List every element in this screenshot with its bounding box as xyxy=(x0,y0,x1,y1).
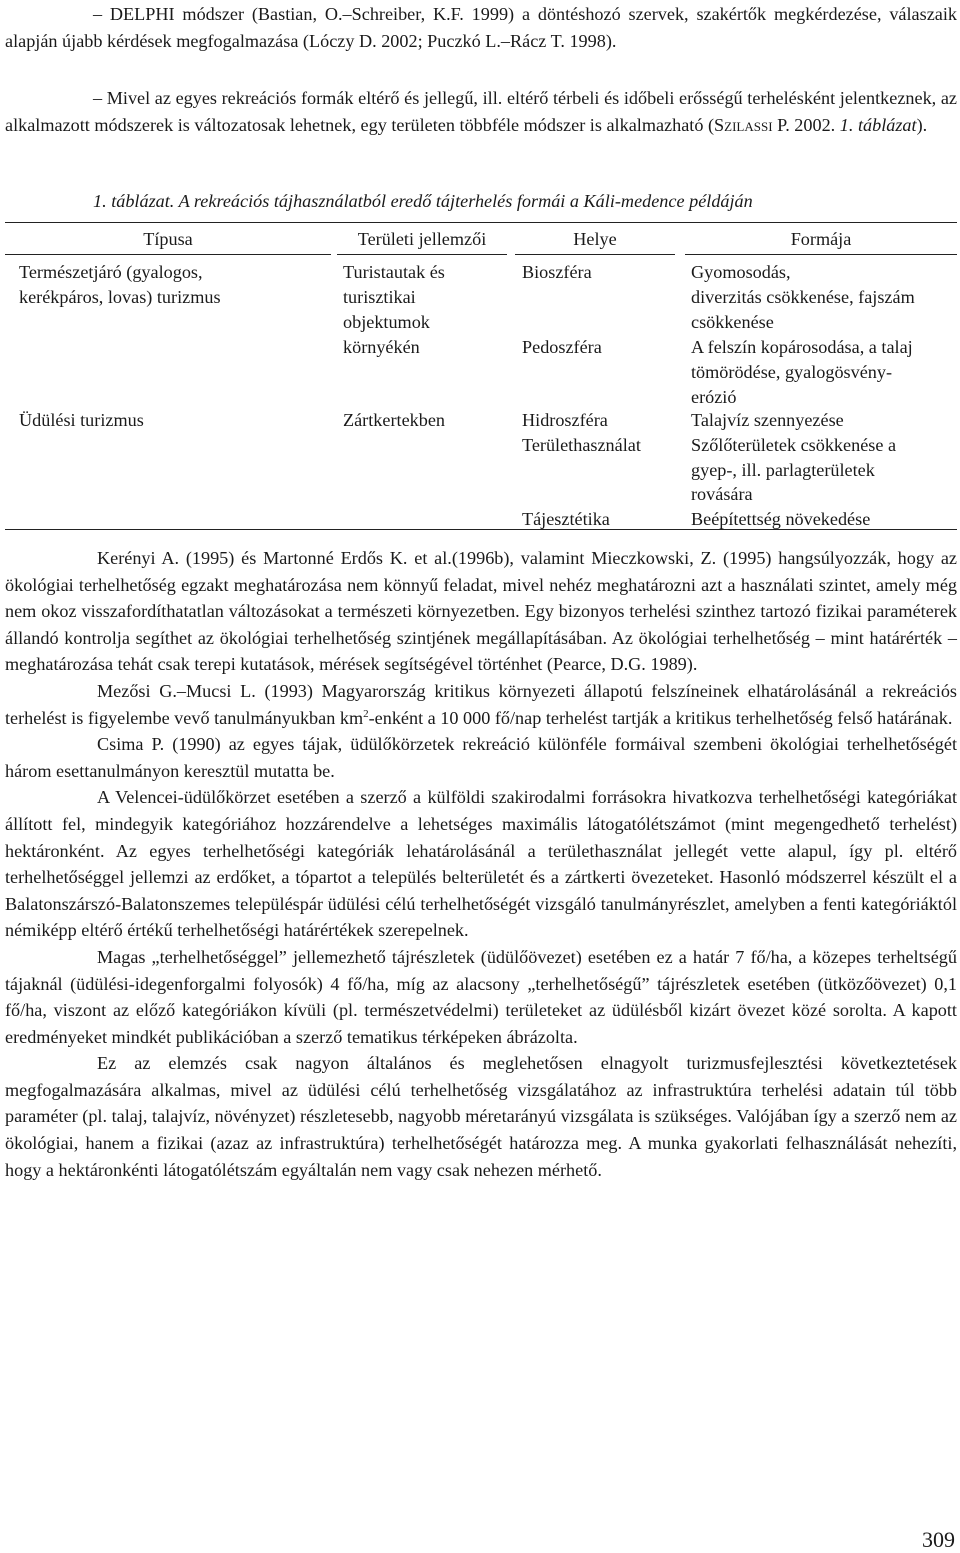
paragraph-magas: Magas „terhelhetőséggel” jellemezhető tájrészletek (üdülőövezet) esetében ez a határ 7 fő/ha, a közepes terheltségű tájaknál (üdülési-idegenforgalmi folyosók) 4 fő/ha, míg az alacsony „terhelhetőségű” tájrészletek esetében (ütközőövezet) 0,1 fő/ha, viszont az előző kategóriákon kívüli (pl. természetvédelmi) területeket az üdülésből kizárt övezet közé sorolta. A kapott eredményeket mindkét publikációban a szerző tematikus térképeken ábrázolta. xyxy=(5,946,957,1047)
cell-r2-place-1: Hidroszféra xyxy=(522,410,608,430)
item2-text-c: ). xyxy=(916,114,928,135)
cell-r2-area: Zártkertekben xyxy=(343,410,445,430)
cell-r2-form-line5: Beépítettség növekedése xyxy=(691,509,871,529)
recreation-load-table xyxy=(5,222,957,530)
cell-r1-form-line3: csökkenése xyxy=(691,312,774,332)
cell-r2-place-3: Tájesztétika xyxy=(522,509,610,529)
header-area: Területi jellemzői xyxy=(357,229,487,249)
method-variety-item xyxy=(5,85,957,138)
header-divider-4 xyxy=(685,254,957,255)
paragraph-mezosi-text-a: Mezősi G.–Mucsi L. (1993) Magyarország kritikus környezeti állapotú felszíneinek elhatárolásánál a rekreációs terhelést is figyelembe vevő tanulmányukban km xyxy=(5,680,957,728)
superscript-2: 2 xyxy=(363,707,369,720)
header-form: Formája xyxy=(790,229,852,249)
paragraph-mezosi-text-b: -enként a 10 000 fő/nap terhelést tartják a kritikus terhelhetőség felső határának. xyxy=(368,707,953,728)
cell-r2-form-line4: rovására xyxy=(691,484,753,504)
cell-r1-area-line1: Turistautak és xyxy=(343,262,445,282)
cell-r1-area-line4: környékén xyxy=(343,337,420,357)
paragraph-mezosi xyxy=(5,678,957,731)
cell-r2-place-2: Területhasználat xyxy=(522,435,641,455)
header-place: Helye xyxy=(573,229,617,249)
item2-table-ref: 1. táblázat xyxy=(839,114,917,135)
header-divider-3 xyxy=(515,254,675,255)
cell-r2-form-line2: Szőlőterületek csökkenése a xyxy=(691,435,897,455)
table-header-row xyxy=(5,223,957,254)
cell-r1-type-line1: Természetjáró (gyalogos, xyxy=(19,262,203,282)
cell-r1-area-line3: objektumok xyxy=(343,312,430,332)
cell-r1-form-line6: erózió xyxy=(691,387,737,407)
cell-r2-form-line1: Talajvíz szennyezése xyxy=(691,410,844,430)
cell-r1-form-line5: tömörödése, gyalogösvény- xyxy=(691,362,893,382)
item2-author: Szilassi xyxy=(714,114,773,135)
header-divider-2 xyxy=(337,254,507,255)
header-type: Típusa xyxy=(143,229,193,249)
item2-text-b: P. 2002. xyxy=(772,114,840,135)
paragraph-kerenyi: Kerényi A. (1995) és Martonné Erdős K. et al.(1996b), valamint Mieczkowski, Z. (1995) hangsúlyozzák, hogy az ökológiai terhelhetőség egzakt meghatározása nem könnyű feladat, mivel nehéz meghatározni azt a használati szintet, amely még nem okoz visszafordíthatatlan változásokat a természeti környezetben. Egy bizonyos terhelési szinthez tartozó fizikai paraméterek állandó kontrolja segíthet az ökológiai terhelhetőség szintjének megállapításában. Az ökológiai terhelhetőség – mint határérték – meghatározása tehát csak terepi kutatások, mérések segítségével történhet (Pearce, D.G. 1989). xyxy=(5,548,957,675)
paragraph-csima: Csima P. (1990) az egyes tájak, üdülőkörzetek rekreáció különféle formáival szembeni ökológiai terhelhetőségét három esettanulmányon keresztül mutatta be. xyxy=(5,734,957,781)
table-caption xyxy=(93,188,957,214)
cell-r2-form-line3: gyep-, ill. parlagterületek xyxy=(691,460,875,480)
cell-r1-area-line2: turisztikai xyxy=(343,287,416,307)
table-caption-number: 1. táblázat. xyxy=(93,191,175,211)
page-number: 309 xyxy=(922,1527,955,1552)
cell-r1-form-line4: A felszín kopárosodása, a talaj xyxy=(691,337,913,357)
delphi-method-item: – DELPHI módszer (Bastian, O.–Schreiber, K.F. 1999) a döntéshozó szervek, szakértők megkérdezése, válaszaik alapján újabb kérdések megfogalmazása (Lóczy D. 2002; Puczkó L.–Rácz T. 1998). xyxy=(5,4,957,51)
cell-r2-type: Üdülési turizmus xyxy=(19,410,144,430)
cell-r1-form-line1: Gyomosodás, xyxy=(691,262,791,282)
header-divider-1 xyxy=(5,254,331,255)
table-caption-text: A rekreációs tájhasználatból eredő tájterhelés formái a Káli-medence példáján xyxy=(174,191,753,211)
item2-text-a: – Mivel az egyes rekreációs formák eltérő és jellegű, ill. eltérő térbeli és időbeli erősségű terhelésként jelentkeznek, az alkalmazott módszerek is változatosak lehetnek, egy területen többféle módszer is alkalmazható ( xyxy=(5,88,957,135)
paragraph-velence: A Velencei-üdülőkörzet esetében a szerző a külföldi szakirodalmi forrásokra hivatkozva terhelhetőségi kategóriákat állított fel, mindegyik kategóriához hozzárendelve a lehetséges maximális látogatólétszámot (mint megengedhető terhelést) hektáronként. Az egyes terhelhetőségi kategóriák lehatárolásánál a területhasználat jellegét vette alapul, így pl. eltérő terhelhetőséggel jellemzi az erdőket, a tópartot a település belterületét és a zártkerti övezeteket. Hasonló módszerrel készült el a Balatonszárszó-Balatonszemes településpár üdülési célú terhelhetőségét vizsgáló tanulmányrészlet, amelyben a fenti kategóriáktól némiképp eltérő értékű terhelhetőségi határértékek szerepelnek. xyxy=(5,787,957,941)
cell-r1-place-2: Pedoszféra xyxy=(522,337,602,357)
cell-r1-place-1: Bioszféra xyxy=(522,262,592,282)
cell-r1-form-line2: diverzitás csökkenése, fajszám xyxy=(691,287,915,307)
body-text xyxy=(5,545,957,1183)
paragraph-elemzes: Ez az elemzés csak nagyon általános és meglehetősen elnagyolt turizmusfejlesztési következtetések megfogalmazására alkalmas, mivel az üdülési célú terhelhetőség vizsgálatához az infrastruktúra terhelési adatain túl több paraméter (pl. talaj, talajvíz, növényzet) részletesebb, nagyobb méretarányú vizsgálata is szükséges. Valójában így a szerző nem az ökológiai, hanem a fizikai (azaz az infrastruktúra) terhelhetőségét határozza meg. A munka gyakorlati felhasználását nehezíti, hogy a hektáronkénti látogatólétszám egyáltalán nem vagy csak nehezen mérhető. xyxy=(5,1053,957,1180)
cell-r1-type-line2: kerékpáros, lovas) turizmus xyxy=(19,287,221,307)
